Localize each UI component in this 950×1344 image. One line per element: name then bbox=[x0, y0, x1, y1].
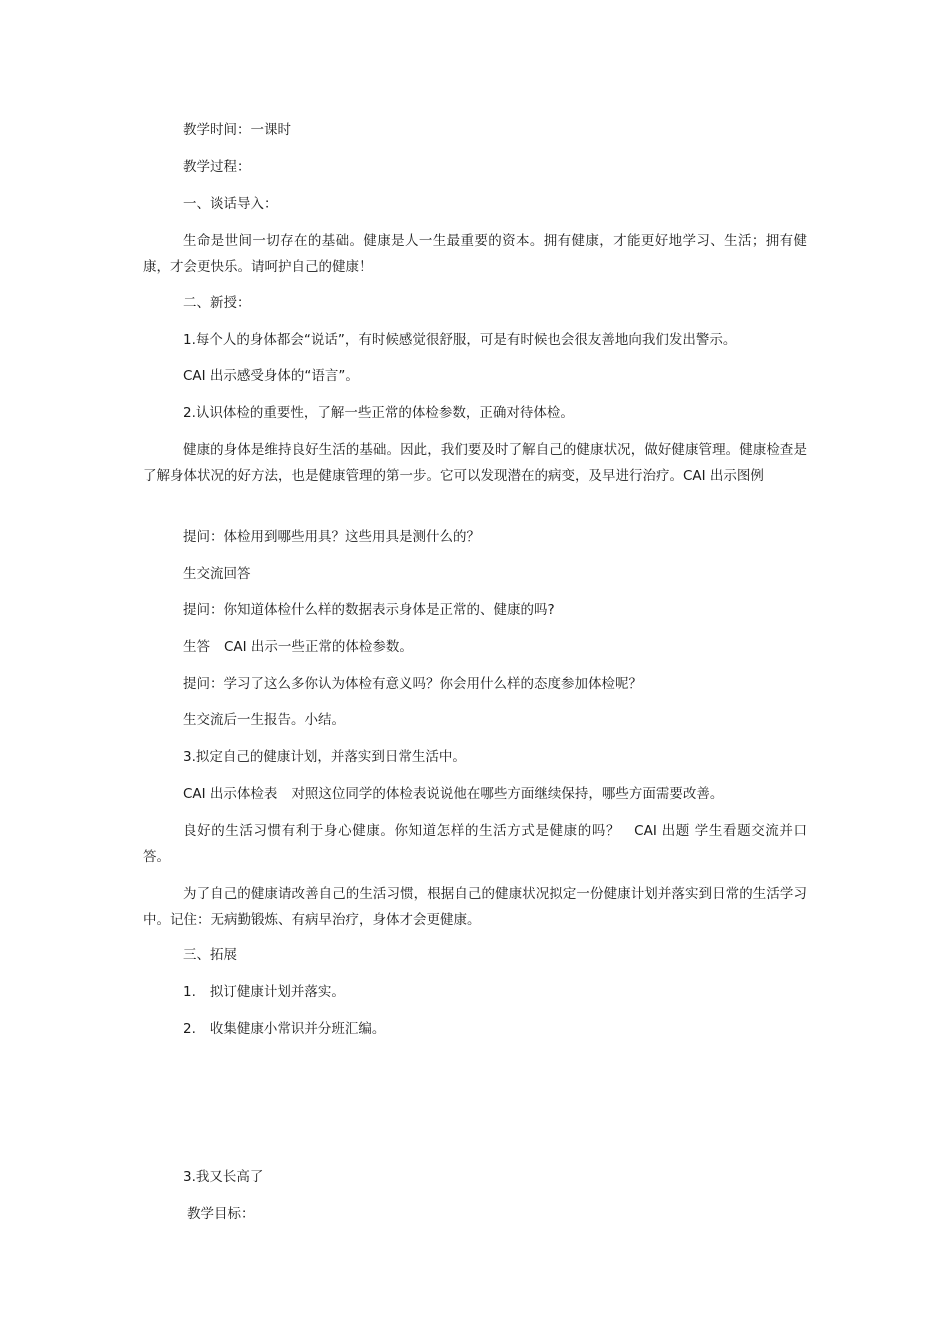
extension-item-1-number: 1. bbox=[183, 984, 196, 1000]
question1: 提问：体检用到哪些用具？这些用具是测什么的？ bbox=[183, 529, 480, 545]
section1-heading: 一、谈话导入： bbox=[183, 196, 278, 212]
section3-heading: 三、拓展 bbox=[183, 947, 237, 963]
item3-cai-label: CAI 出示体检表 bbox=[183, 786, 278, 802]
item1-text: 1.每个人的身体都会“说话”，有时候感觉很舒服，可是有时候也会很友善地向我们发出警示。 bbox=[183, 332, 737, 348]
student-answer-label: 生答 bbox=[183, 639, 210, 655]
item2-text: 2.认识体检的重要性，了解一些正常的体检参数，正确对待体检。 bbox=[183, 405, 574, 421]
item3-cai-text: 对照这位同学的体检表说说他在哪些方面继续保持，哪些方面需要改善。 bbox=[291, 786, 724, 802]
question3: 提问：学习了这么多你认为体检有意义吗？你会用什么样的态度参加体检呢？ bbox=[183, 676, 642, 692]
teaching-process-heading: 教学过程： bbox=[183, 159, 251, 175]
plan-paragraph: 为了自己的健康请改善自己的生活习惯，根据自己的健康状况拟定一份健康计划并落实到日常的生活学习中。记住：无病勤锻炼、有病早治疗，身体才会更健康。 bbox=[143, 886, 807, 928]
extension-item-2-number: 2. bbox=[183, 1021, 196, 1037]
teaching-time: 教学时间：一课时 bbox=[183, 122, 291, 138]
item3-text: 3.拟定自己的健康计划，并落实到日常生活中。 bbox=[183, 749, 466, 765]
student-answer-line bbox=[183, 638, 413, 656]
question2: 提问：你知道体检什么样的数据表示身体是正常的、健康的吗? bbox=[183, 602, 555, 618]
extension-item-2 bbox=[183, 1020, 385, 1038]
summary: 生交流后一生报告。小结。 bbox=[183, 712, 345, 728]
item3-cai-line bbox=[183, 785, 723, 803]
extension-item-2-text: 收集健康小常识并分班汇编。 bbox=[209, 1021, 386, 1037]
extension-item-1-text: 拟订健康计划并落实。 bbox=[209, 984, 345, 1000]
student-answer-cai: CAI 出示一些正常的体检参数。 bbox=[224, 639, 413, 655]
next-lesson-title: 3.我又长高了 bbox=[183, 1169, 264, 1185]
item1-cai: CAI 出示感受身体的“语言”。 bbox=[183, 368, 359, 384]
section2-heading: 二、新授： bbox=[183, 295, 251, 311]
section1-paragraph: 生命是世间一切存在的基础。健康是人一生最重要的资本。拥有健康，才能更好地学习、生活；拥有健康，才会更快乐。请呵护自己的健康！ bbox=[143, 233, 807, 275]
teaching-goals-heading: 教学目标： bbox=[187, 1206, 255, 1222]
habits-paragraph: 良好的生活习惯有利于身心健康。你知道怎样的生活方式是健康的吗？ CAI 出题 学生看题交流并口答。 bbox=[143, 823, 807, 865]
student-exchange: 生交流回答 bbox=[183, 566, 251, 582]
item2-paragraph: 健康的身体是维持良好生活的基础。因此，我们要及时了解自己的健康状况，做好健康管理。健康检查是了解身体状况的好方法，也是健康管理的第一步。它可以发现潜在的病变，及早进行治疗。CAI 出示图例 bbox=[143, 442, 807, 484]
extension-item-1 bbox=[183, 983, 345, 1001]
